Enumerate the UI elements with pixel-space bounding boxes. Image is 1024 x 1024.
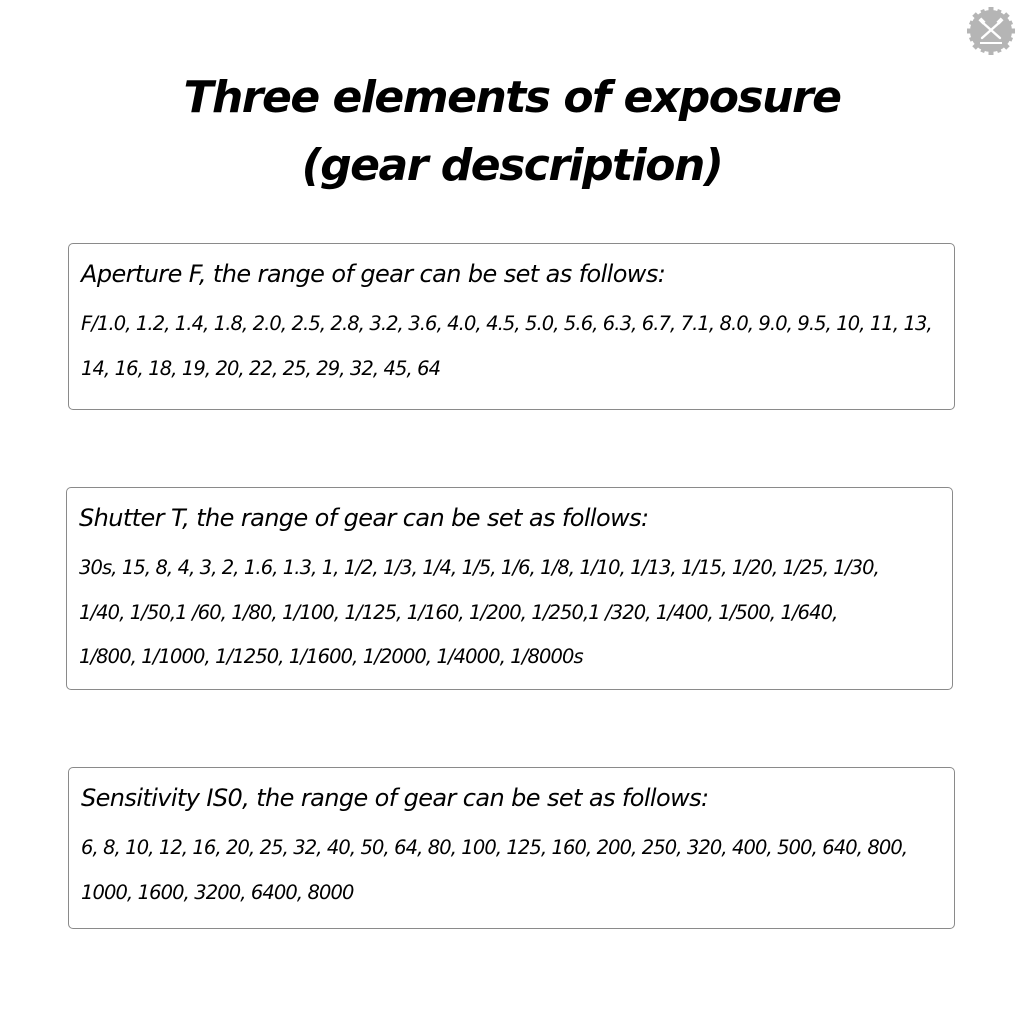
crossed-tools-gear-icon <box>966 6 1016 56</box>
page-title <box>0 64 1024 200</box>
aperture-values-line-1: F/1.0, 1.2, 1.4, 1.8, 2.0, 2.5, 2.8, 3.2, 3.6, 4.0, 4.5, 5.0, 5.6, 6.3, 6.7, 7.1, 8.0, 9.0, 9.5, 10, 11, 13, <box>81 312 932 335</box>
iso-values-line-2: 1000, 1600, 3200, 6400, 8000 <box>81 880 354 904</box>
shutter-values <box>79 546 938 680</box>
shutter-box <box>66 487 953 690</box>
aperture-values-line-2: 14, 16, 18, 19, 20, 22, 25, 29, 32, 45, 64 <box>81 356 441 380</box>
shutter-heading: Shutter T, the range of gear can be set as follows: <box>79 504 649 532</box>
iso-box <box>68 767 955 929</box>
iso-heading: Sensitivity IS0, the range of gear can be set as follows: <box>81 784 709 812</box>
aperture-values <box>81 302 940 391</box>
shutter-values-line-1: 30s, 15, 8, 4, 3, 2, 1.6, 1.3, 1, 1/2, 1/3, 1/4, 1/5, 1/6, 1/8, 1/10, 1/13, 1/15, 1/20, 1/25, 1/30, <box>79 556 879 579</box>
iso-values-line-1: 6, 8, 10, 12, 16, 20, 25, 32, 40, 50, 64, 80, 100, 125, 160, 200, 250, 320, 400, 500, 640, 800, <box>81 836 908 859</box>
page-title-line-1: Three elements of exposure <box>183 72 841 123</box>
shutter-values-line-3: 1/800, 1/1000, 1/1250, 1/1600, 1/2000, 1/4000, 1/8000s <box>79 645 583 668</box>
shutter-values-line-2: 1/40, 1/50,1 /60, 1/80, 1/100, 1/125, 1/160, 1/200, 1/250,1 /320, 1/400, 1/500, 1/640, <box>79 600 838 624</box>
page-title-line-2: (gear description) <box>301 140 723 191</box>
iso-values <box>81 826 940 915</box>
aperture-heading: Aperture F, the range of gear can be set as follows: <box>81 260 666 288</box>
aperture-box <box>68 243 955 410</box>
